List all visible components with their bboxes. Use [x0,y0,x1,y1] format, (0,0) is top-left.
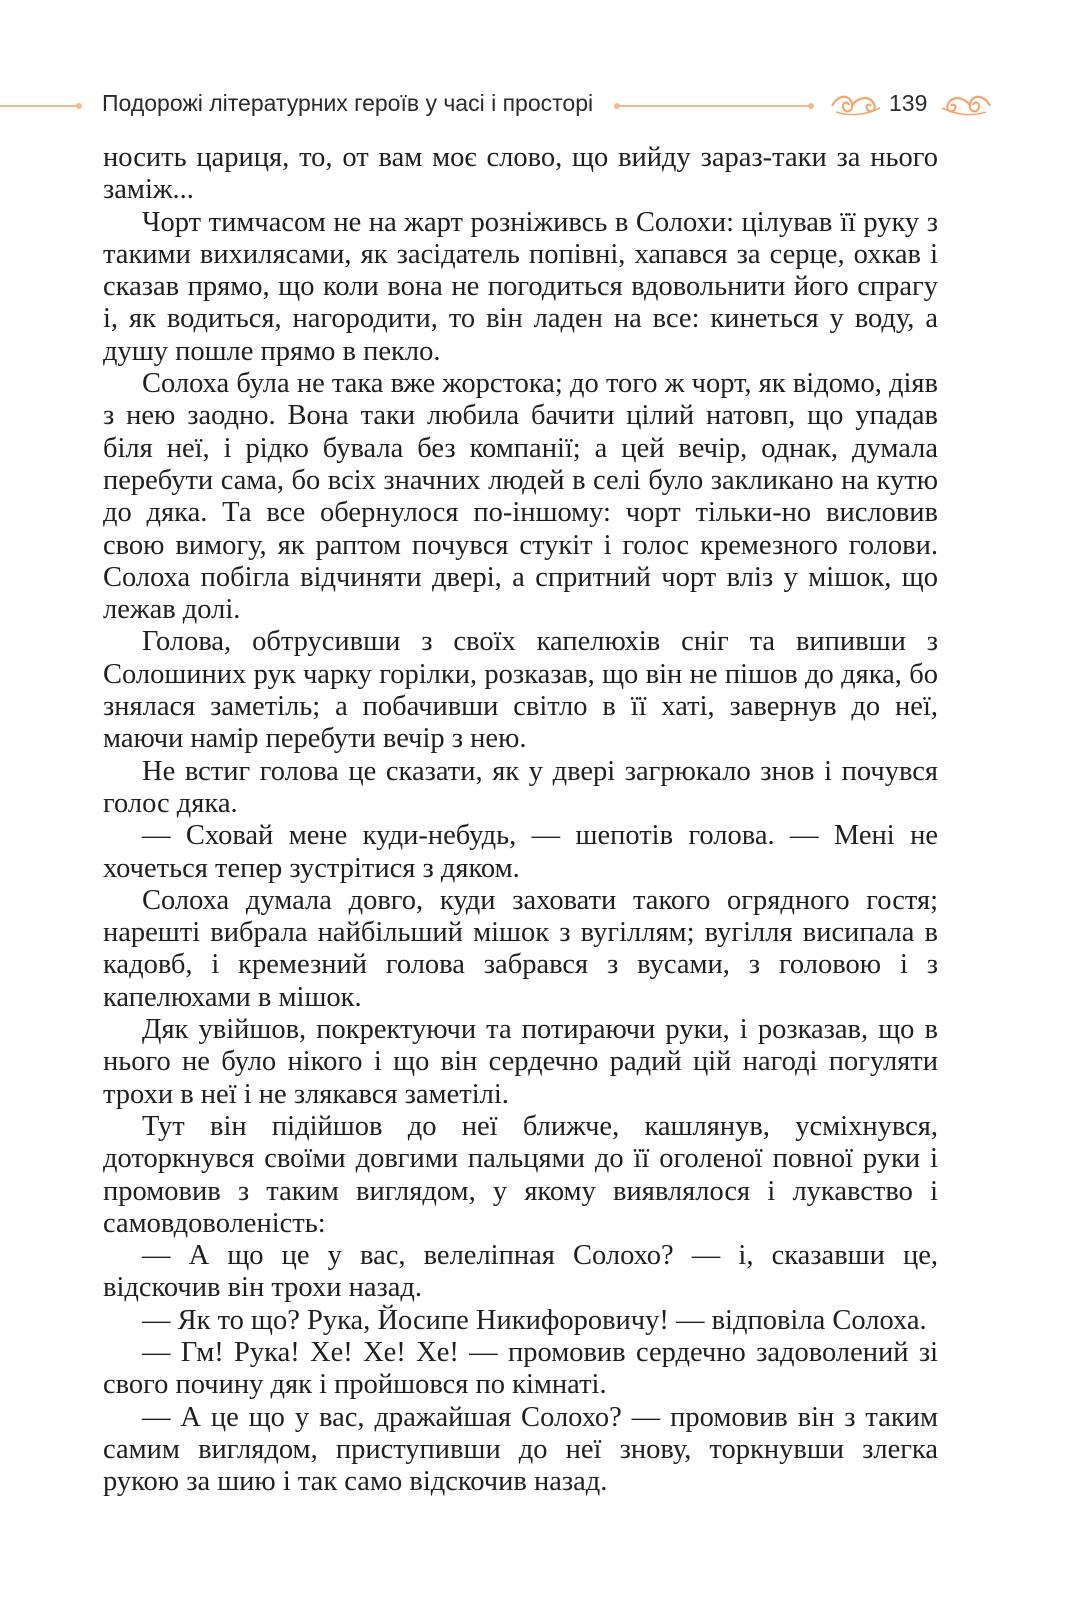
header-title: Подорожі літературних героїв у часі і просторі [102,90,594,116]
dialogue-line: — А це що у вас, дражайшая Солохо? — промовив він з таким самим виглядом, приступивши до неї знову, торкнувши злегка рукою за шию і так само відскочив назад. [103,1401,938,1498]
running-header [0,86,1091,126]
dialogue-line: — Як то що? Рука, Йосипе Никифоровичу! — відповіла Солоха. [142,1304,927,1336]
dialogue-line: — Гм! Рука! Хе! Хе! Хе! — промовив сердечно задоволений зі свого почину дяк і пройшовся по кімнаті. [103,1336,938,1401]
header-rule-left [0,105,78,107]
header-rule-dot [808,103,814,109]
paragraph: Солоха думала довго, куди заховати такого огрядного гостя; нарешті вибрала найбільший мішок з вугіллям; вугілля висипала в кадовб, і кремезний голова забрався з вусами, з головою і з капелюхами в мішок. [103,884,938,1013]
dialogue-line: — А що це у вас, велеліпная Солохо? — і, сказавши це, відскочив він трохи назад. [103,1240,938,1304]
paragraph: Солоха була не така вже жорстока; до того ж чорт, як відомо, діяв з нею заодно. Вона таки любила бачити цілий натовп, що упадав біля неї, і рідко бувала без компанії; а цей вечір, однак, думала перебути сама, бо всіх значних людей в селі було закликано на кутю до дяка. Та все обернулося по-іншому: чорт тільки-но висловив свою вимогу, як раптом почувся стукіт і голос кремезного голови. Солоха побігла відчиняти двері, а спритний чорт вліз у мішок, що лежав долі. [103,368,938,626]
header-rule-right [616,105,810,107]
paragraph: носить цариця, то, от вам моє слово, що вийду зараз-таки за нього заміж... [103,142,938,206]
page-number: 139 [889,90,928,116]
swirl-ornament-icon [830,92,882,118]
paragraph: Дяк увійшов, покректуючи та потираючи руки, і розказав, що в нього не було нікого і що він сердечно радий цій нагоді погуляти трохи в неї і не злякався заметілі. [103,1014,938,1110]
header-rule-dot [76,103,82,109]
paragraph: Голова, обтрусивши з своїх капелюхів сніг та випивши з Солошиних рук чарку горілки, розказав, що він не пішов до дяка, бо знялася заметіль; а побачивши світло в її хаті, завернув до неї, маючи намір перебути вечір з нею. [103,626,938,755]
dialogue-line: — Сховай мене куди-небудь, — шепотів голова. — Мені не хочеться тепер зустрітися з дяком. [103,820,938,884]
paragraph: Тут він підійшов до неї ближче, кашлянув, усміхнувся, доторкнувся своїми довгими пальцями до її оголеної повної руки і промовив з таким виглядом, у якому виявлялося і лукавство і самовдоволеність: [103,1110,938,1239]
body-text [103,142,938,1498]
paragraph: Не встиг голова це сказати, як у двері загрюкало знов і почувся голос дяка. [103,755,938,819]
paragraph: Чорт тимчасом не на жарт розніживсь в Солохи: цілував її руку з такими вихилясами, як засідатель попівні, хапався за серце, охкав і сказав прямо, що коли вона не погодиться вдовольнити його спрагу і, як водиться, нагородити, то він ладен на все: кинеться у воду, а душу пошле прямо в пекло. [103,206,938,367]
swirl-ornament-icon [940,92,992,118]
